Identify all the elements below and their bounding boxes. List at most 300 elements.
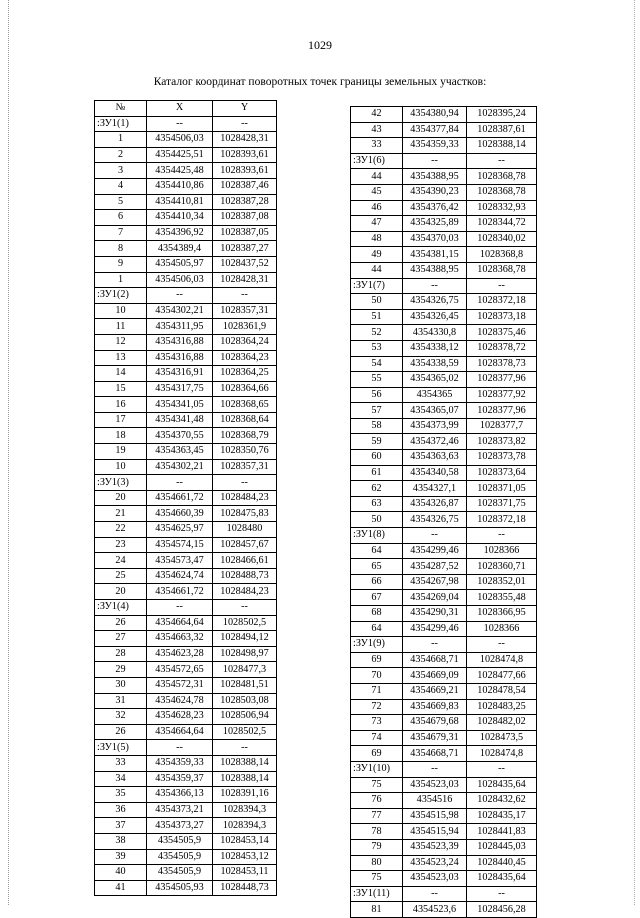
point-number-cell: :ЗУ1(2): [95, 288, 147, 304]
point-number-cell: 38: [95, 833, 147, 849]
x-coordinate-cell: --: [147, 475, 213, 491]
table-row: [95, 397, 277, 413]
x-coordinate-cell: 4354366,13: [147, 787, 213, 803]
point-number-cell: 73: [351, 715, 403, 731]
point-number-cell: 65: [351, 559, 403, 575]
table-row: [351, 683, 537, 699]
point-number-cell: 26: [95, 615, 147, 631]
x-coordinate-cell: 4354506,03: [147, 272, 213, 288]
y-coordinate-cell: 1028435,64: [467, 871, 537, 887]
point-number-cell: 20: [95, 490, 147, 506]
point-number-cell: 12: [95, 334, 147, 350]
point-number-cell: 31: [95, 693, 147, 709]
x-coordinate-cell: 4354316,88: [147, 350, 213, 366]
x-coordinate-cell: 4354338,12: [403, 340, 467, 356]
y-coordinate-cell: 1028388,14: [213, 755, 277, 771]
x-coordinate-cell: 4354515,98: [403, 808, 467, 824]
point-number-cell: :ЗУ1(5): [95, 740, 147, 756]
y-coordinate-cell: 1028484,23: [213, 490, 277, 506]
y-coordinate-cell: 1028368,64: [213, 412, 277, 428]
x-coordinate-cell: 4354679,68: [403, 715, 467, 731]
y-coordinate-cell: 1028393,61: [213, 147, 277, 163]
point-number-cell: 17: [95, 412, 147, 428]
x-coordinate-cell: 4354359,37: [147, 771, 213, 787]
x-coordinate-cell: 4354661,72: [147, 490, 213, 506]
table-row: [351, 606, 537, 622]
table-row: [351, 418, 537, 434]
point-number-cell: 63: [351, 496, 403, 512]
point-number-cell: 68: [351, 606, 403, 622]
y-coordinate-cell: 1028377,96: [467, 372, 537, 388]
x-coordinate-cell: 4354325,89: [403, 216, 467, 232]
y-coordinate-cell: 1028360,71: [467, 559, 537, 575]
y-coordinate-cell: 1028503,08: [213, 693, 277, 709]
point-number-cell: 10: [95, 303, 147, 319]
y-coordinate-cell: 1028457,67: [213, 537, 277, 553]
point-number-cell: 67: [351, 590, 403, 606]
point-number-cell: 56: [351, 387, 403, 403]
y-coordinate-cell: --: [467, 637, 537, 653]
table-row: [95, 459, 277, 475]
x-coordinate-cell: 4354287,52: [403, 559, 467, 575]
point-number-cell: 2: [95, 147, 147, 163]
point-number-cell: 81: [351, 902, 403, 918]
point-number-cell: :ЗУ1(11): [351, 886, 403, 902]
x-coordinate-cell: 4354523,03: [403, 777, 467, 793]
table-row: [351, 496, 537, 512]
zone-header-row: [95, 288, 277, 304]
table-row: [351, 231, 537, 247]
x-coordinate-cell: 4354330,8: [403, 325, 467, 341]
point-number-cell: :ЗУ1(10): [351, 761, 403, 777]
zone-header-row: [95, 116, 277, 132]
table-row: [95, 194, 277, 210]
x-coordinate-cell: 4354390,23: [403, 184, 467, 200]
x-coordinate-cell: 4354326,75: [403, 512, 467, 528]
x-coordinate-cell: 4354625,97: [147, 522, 213, 538]
table-row: [95, 319, 277, 335]
table-row: [351, 730, 537, 746]
y-coordinate-cell: 1028394,3: [213, 818, 277, 834]
x-coordinate-cell: --: [403, 153, 467, 169]
y-coordinate-cell: 1028366: [467, 621, 537, 637]
point-number-cell: 10: [95, 459, 147, 475]
table-row: [351, 450, 537, 466]
table-row: [351, 481, 537, 497]
point-number-cell: 44: [351, 262, 403, 278]
x-coordinate-cell: 4354515,94: [403, 824, 467, 840]
y-coordinate-cell: 1028373,64: [467, 465, 537, 481]
table-row: [95, 584, 277, 600]
y-coordinate-cell: --: [467, 153, 537, 169]
x-coordinate-cell: 4354396,92: [147, 225, 213, 241]
table-row: [351, 169, 537, 185]
x-coordinate-cell: 4354505,9: [147, 849, 213, 865]
y-coordinate-cell: 1028377,92: [467, 387, 537, 403]
x-coordinate-cell: 4354326,45: [403, 309, 467, 325]
x-coordinate-cell: 4354370,03: [403, 231, 467, 247]
x-coordinate-cell: 4354523,39: [403, 839, 467, 855]
point-number-cell: 47: [351, 216, 403, 232]
y-coordinate-cell: 1028391,16: [213, 787, 277, 803]
y-coordinate-cell: --: [213, 740, 277, 756]
header-y: Y: [213, 101, 277, 117]
point-number-cell: 61: [351, 465, 403, 481]
point-number-cell: :ЗУ1(4): [95, 600, 147, 616]
y-coordinate-cell: 1028475,83: [213, 506, 277, 522]
y-coordinate-cell: 1028432,62: [467, 793, 537, 809]
x-coordinate-cell: 4354389,4: [147, 241, 213, 257]
x-coordinate-cell: 4354316,88: [147, 334, 213, 350]
x-coordinate-cell: 4354505,97: [147, 256, 213, 272]
x-coordinate-cell: 4354523,6: [403, 902, 467, 918]
x-coordinate-cell: 4354341,48: [147, 412, 213, 428]
x-coordinate-cell: 4354506,03: [147, 132, 213, 148]
y-coordinate-cell: 1028366,95: [467, 606, 537, 622]
table-row: [95, 428, 277, 444]
table-row: [351, 715, 537, 731]
point-number-cell: :ЗУ1(9): [351, 637, 403, 653]
x-coordinate-cell: 4354341,05: [147, 397, 213, 413]
y-coordinate-cell: --: [467, 278, 537, 294]
table-row: [95, 490, 277, 506]
table-row: [95, 381, 277, 397]
point-number-cell: 5: [95, 194, 147, 210]
x-coordinate-cell: 4354373,99: [403, 418, 467, 434]
point-number-cell: 3: [95, 163, 147, 179]
x-coordinate-cell: 4354340,58: [403, 465, 467, 481]
y-coordinate-cell: 1028355,48: [467, 590, 537, 606]
table-row: [351, 839, 537, 855]
point-number-cell: 78: [351, 824, 403, 840]
table-row: [351, 216, 537, 232]
table-row: [351, 652, 537, 668]
x-coordinate-cell: 4354365: [403, 387, 467, 403]
y-coordinate-cell: 1028368,65: [213, 397, 277, 413]
y-coordinate-cell: 1028364,24: [213, 334, 277, 350]
table-row: [95, 724, 277, 740]
point-number-cell: 53: [351, 340, 403, 356]
zone-header-row: [95, 740, 277, 756]
x-coordinate-cell: 4354326,75: [403, 294, 467, 310]
table-row: [351, 122, 537, 138]
y-coordinate-cell: 1028332,93: [467, 200, 537, 216]
point-number-cell: 15: [95, 381, 147, 397]
x-coordinate-cell: 4354388,95: [403, 169, 467, 185]
zone-header-row: [95, 600, 277, 616]
point-number-cell: 34: [95, 771, 147, 787]
point-number-cell: 11: [95, 319, 147, 335]
table-row: [95, 677, 277, 693]
zone-header-row: [351, 637, 537, 653]
y-coordinate-cell: 1028440,45: [467, 855, 537, 871]
coordinates-table-left: [94, 100, 277, 896]
y-coordinate-cell: 1028388,14: [213, 771, 277, 787]
y-coordinate-cell: 1028466,61: [213, 553, 277, 569]
point-number-cell: 26: [95, 724, 147, 740]
y-coordinate-cell: 1028445,03: [467, 839, 537, 855]
x-coordinate-cell: 4354669,83: [403, 699, 467, 715]
x-coordinate-cell: --: [403, 637, 467, 653]
y-coordinate-cell: 1028357,31: [213, 303, 277, 319]
table-row: [95, 412, 277, 428]
point-number-cell: 66: [351, 574, 403, 590]
table-row: [351, 512, 537, 528]
y-coordinate-cell: 1028387,61: [467, 122, 537, 138]
point-number-cell: 42: [351, 107, 403, 123]
table-header-row: [95, 101, 277, 117]
zone-header-row: [351, 761, 537, 777]
table-row: [351, 824, 537, 840]
page-number: 1029: [308, 38, 332, 52]
x-coordinate-cell: 4354370,55: [147, 428, 213, 444]
y-coordinate-cell: 1028372,18: [467, 294, 537, 310]
table-row: [95, 506, 277, 522]
y-coordinate-cell: 1028498,97: [213, 646, 277, 662]
x-coordinate-cell: 4354302,21: [147, 303, 213, 319]
table-row: [95, 631, 277, 647]
point-number-cell: 9: [95, 256, 147, 272]
point-number-cell: 18: [95, 428, 147, 444]
x-coordinate-cell: --: [403, 528, 467, 544]
table-row: [95, 755, 277, 771]
x-coordinate-cell: 4354376,42: [403, 200, 467, 216]
table-row: [95, 537, 277, 553]
scan-edge-left: [8, 0, 10, 905]
point-number-cell: 19: [95, 444, 147, 460]
table-row: [95, 553, 277, 569]
point-number-cell: 43: [351, 122, 403, 138]
y-coordinate-cell: 1028502,5: [213, 724, 277, 740]
y-coordinate-cell: 1028371,75: [467, 496, 537, 512]
point-number-cell: 48: [351, 231, 403, 247]
table-row: [351, 668, 537, 684]
point-number-cell: 27: [95, 631, 147, 647]
table-row: [351, 200, 537, 216]
x-coordinate-cell: 4354574,15: [147, 537, 213, 553]
y-coordinate-cell: 1028474,8: [467, 746, 537, 762]
point-number-cell: 58: [351, 418, 403, 434]
zone-header-row: [95, 475, 277, 491]
point-number-cell: 20: [95, 584, 147, 600]
y-coordinate-cell: 1028368,8: [467, 247, 537, 263]
y-coordinate-cell: 1028453,14: [213, 833, 277, 849]
x-coordinate-cell: 4354365,02: [403, 372, 467, 388]
point-number-cell: 24: [95, 553, 147, 569]
y-coordinate-cell: 1028368,78: [467, 262, 537, 278]
x-coordinate-cell: 4354573,47: [147, 553, 213, 569]
point-number-cell: 29: [95, 662, 147, 678]
point-number-cell: 13: [95, 350, 147, 366]
y-coordinate-cell: 1028506,94: [213, 709, 277, 725]
x-coordinate-cell: --: [147, 600, 213, 616]
table-row: [351, 107, 537, 123]
table-row: [351, 403, 537, 419]
y-coordinate-cell: 1028364,23: [213, 350, 277, 366]
y-coordinate-cell: 1028478,54: [467, 683, 537, 699]
point-number-cell: 23: [95, 537, 147, 553]
y-coordinate-cell: 1028437,52: [213, 256, 277, 272]
y-coordinate-cell: 1028387,46: [213, 178, 277, 194]
point-number-cell: :ЗУ1(8): [351, 528, 403, 544]
x-coordinate-cell: 4354505,9: [147, 865, 213, 881]
table-row: [95, 241, 277, 257]
y-coordinate-cell: 1028364,66: [213, 381, 277, 397]
table-row: [95, 178, 277, 194]
y-coordinate-cell: 1028494,12: [213, 631, 277, 647]
point-number-cell: 59: [351, 434, 403, 450]
table-row: [351, 590, 537, 606]
table-row: [95, 833, 277, 849]
x-coordinate-cell: 4354410,34: [147, 210, 213, 226]
point-number-cell: 39: [95, 849, 147, 865]
y-coordinate-cell: 1028366: [467, 543, 537, 559]
y-coordinate-cell: 1028484,23: [213, 584, 277, 600]
y-coordinate-cell: 1028373,78: [467, 450, 537, 466]
y-coordinate-cell: 1028502,5: [213, 615, 277, 631]
x-coordinate-cell: 4354363,45: [147, 444, 213, 460]
point-number-cell: 32: [95, 709, 147, 725]
table-row: [351, 309, 537, 325]
y-coordinate-cell: 1028377,7: [467, 418, 537, 434]
x-coordinate-cell: 4354267,98: [403, 574, 467, 590]
point-number-cell: 33: [95, 755, 147, 771]
point-number-cell: 35: [95, 787, 147, 803]
x-coordinate-cell: --: [403, 761, 467, 777]
x-coordinate-cell: 4354523,24: [403, 855, 467, 871]
y-coordinate-cell: 1028388,14: [467, 138, 537, 154]
y-coordinate-cell: 1028448,73: [213, 880, 277, 896]
x-coordinate-cell: 4354669,09: [403, 668, 467, 684]
table-row: [351, 465, 537, 481]
y-coordinate-cell: 1028474,8: [467, 652, 537, 668]
x-coordinate-cell: 4354669,21: [403, 683, 467, 699]
table-row: [95, 802, 277, 818]
table-row: [351, 356, 537, 372]
scan-edge-right: [634, 0, 636, 905]
x-coordinate-cell: 4354661,72: [147, 584, 213, 600]
x-coordinate-cell: 4354359,33: [403, 138, 467, 154]
y-coordinate-cell: 1028372,18: [467, 512, 537, 528]
y-coordinate-cell: 1028481,51: [213, 677, 277, 693]
table-row: [351, 387, 537, 403]
point-number-cell: 69: [351, 746, 403, 762]
point-number-cell: 36: [95, 802, 147, 818]
y-coordinate-cell: 1028368,78: [467, 169, 537, 185]
x-coordinate-cell: 4354363,63: [403, 450, 467, 466]
y-coordinate-cell: 1028435,17: [467, 808, 537, 824]
table-row: [95, 225, 277, 241]
x-coordinate-cell: --: [147, 116, 213, 132]
table-row: [95, 568, 277, 584]
x-coordinate-cell: 4354317,75: [147, 381, 213, 397]
header-x: X: [147, 101, 213, 117]
table-row: [95, 163, 277, 179]
y-coordinate-cell: --: [213, 475, 277, 491]
table-row: [351, 699, 537, 715]
point-number-cell: 25: [95, 568, 147, 584]
table-row: [95, 444, 277, 460]
x-coordinate-cell: 4354316,91: [147, 366, 213, 382]
zone-header-row: [351, 153, 537, 169]
y-coordinate-cell: 1028387,05: [213, 225, 277, 241]
table-row: [95, 147, 277, 163]
point-number-cell: 16: [95, 397, 147, 413]
point-number-cell: 4: [95, 178, 147, 194]
y-coordinate-cell: 1028477,3: [213, 662, 277, 678]
y-coordinate-cell: --: [467, 761, 537, 777]
x-coordinate-cell: 4354660,39: [147, 506, 213, 522]
point-number-cell: 70: [351, 668, 403, 684]
x-coordinate-cell: --: [403, 278, 467, 294]
y-coordinate-cell: 1028377,96: [467, 403, 537, 419]
y-coordinate-cell: 1028350,76: [213, 444, 277, 460]
x-coordinate-cell: 4354664,64: [147, 615, 213, 631]
point-number-cell: 6: [95, 210, 147, 226]
table-row: [95, 350, 277, 366]
y-coordinate-cell: 1028344,72: [467, 216, 537, 232]
point-number-cell: 76: [351, 793, 403, 809]
x-coordinate-cell: 4354516: [403, 793, 467, 809]
table-row: [351, 855, 537, 871]
x-coordinate-cell: --: [403, 886, 467, 902]
y-coordinate-cell: 1028393,61: [213, 163, 277, 179]
y-coordinate-cell: 1028488,73: [213, 568, 277, 584]
point-number-cell: 54: [351, 356, 403, 372]
x-coordinate-cell: --: [147, 288, 213, 304]
point-number-cell: 79: [351, 839, 403, 855]
point-number-cell: 50: [351, 512, 403, 528]
x-coordinate-cell: 4354624,78: [147, 693, 213, 709]
y-coordinate-cell: 1028387,28: [213, 194, 277, 210]
y-coordinate-cell: 1028453,11: [213, 865, 277, 881]
table-row: [95, 662, 277, 678]
point-number-cell: :ЗУ1(1): [95, 116, 147, 132]
table-row: [351, 808, 537, 824]
x-coordinate-cell: 4354679,31: [403, 730, 467, 746]
point-number-cell: 60: [351, 450, 403, 466]
point-number-cell: 8: [95, 241, 147, 257]
y-coordinate-cell: 1028378,72: [467, 340, 537, 356]
point-number-cell: 46: [351, 200, 403, 216]
y-coordinate-cell: 1028456,28: [467, 902, 537, 918]
table-row: [95, 303, 277, 319]
point-number-cell: 75: [351, 871, 403, 887]
y-coordinate-cell: 1028368,79: [213, 428, 277, 444]
table-row: [95, 646, 277, 662]
point-number-cell: 40: [95, 865, 147, 881]
x-coordinate-cell: 4354377,84: [403, 122, 467, 138]
y-coordinate-cell: --: [213, 600, 277, 616]
y-coordinate-cell: 1028378,73: [467, 356, 537, 372]
y-coordinate-cell: --: [213, 288, 277, 304]
point-number-cell: :ЗУ1(6): [351, 153, 403, 169]
table-row: [351, 372, 537, 388]
table-row: [95, 366, 277, 382]
header-number: №: [95, 101, 147, 117]
zone-header-row: [351, 278, 537, 294]
x-coordinate-cell: 4354290,31: [403, 606, 467, 622]
y-coordinate-cell: 1028428,31: [213, 132, 277, 148]
point-number-cell: 33: [351, 138, 403, 154]
x-coordinate-cell: 4354572,65: [147, 662, 213, 678]
table-row: [95, 818, 277, 834]
x-coordinate-cell: 4354505,93: [147, 880, 213, 896]
x-coordinate-cell: 4354373,21: [147, 802, 213, 818]
x-coordinate-cell: 4354572,31: [147, 677, 213, 693]
x-coordinate-cell: 4354624,74: [147, 568, 213, 584]
y-coordinate-cell: --: [467, 886, 537, 902]
